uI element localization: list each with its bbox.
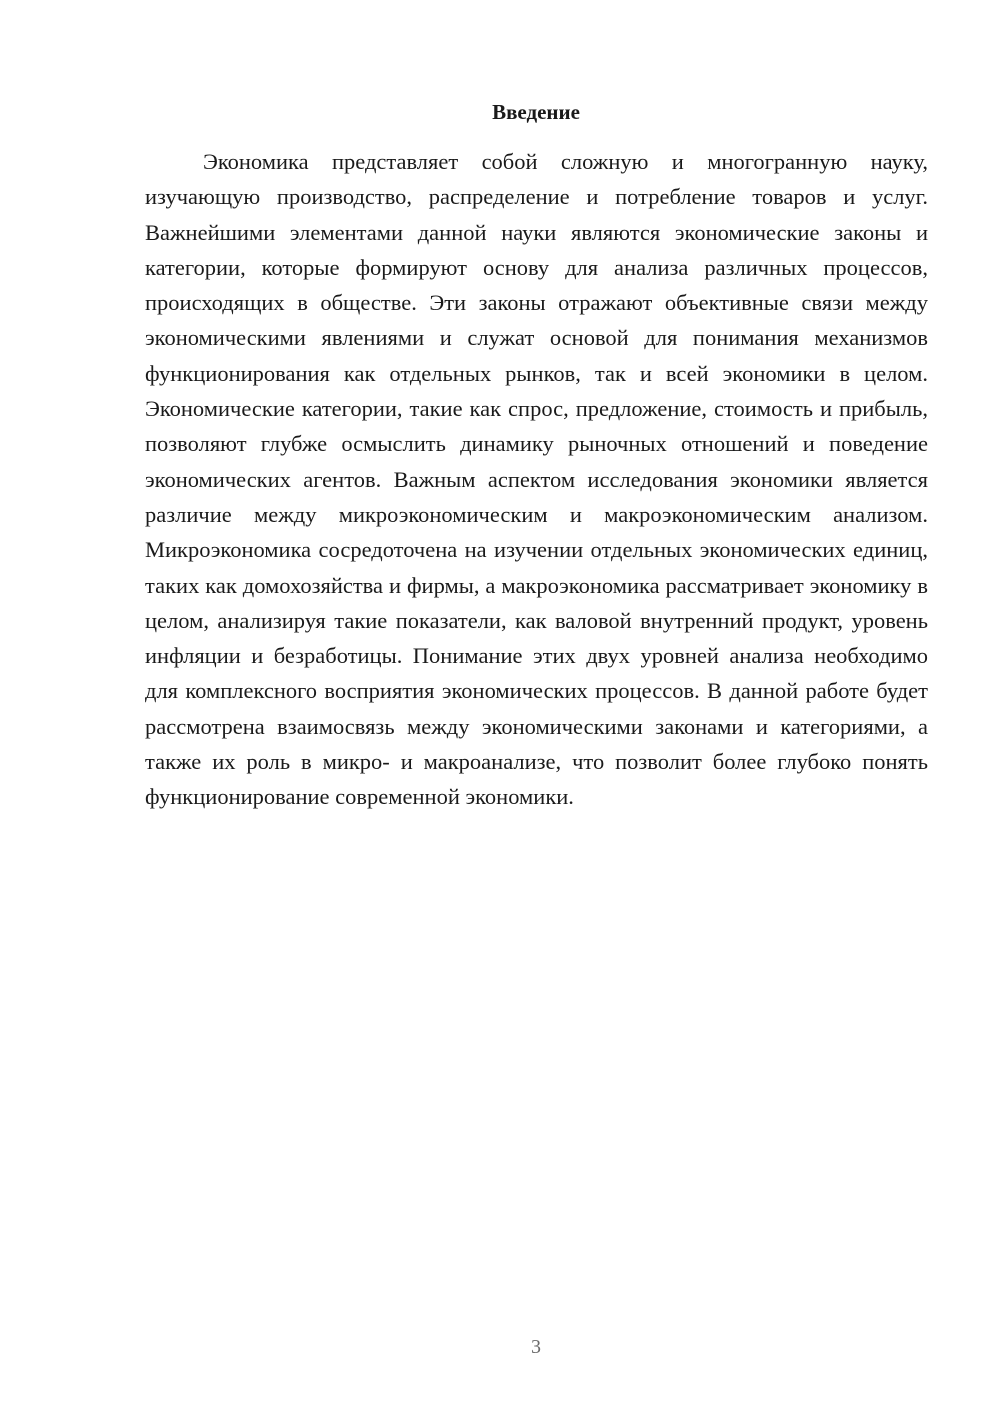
page-number: 3 [531,1336,541,1358]
section-title: Введение [492,100,580,124]
body-paragraph: Экономика представляет собой сложную и многогранную науку, изучающую производство, распределение и потребление товаров и услуг. Важнейшими элементами данной науки являются экономические законы и категории, которые формируют основу для анализа различных процессов, происходящих в обществе. Эти законы отражают объективные связи между экономическими явлениями и служат основой для понимания механизмов функционирования как отдельных рынков, так и всей экономики в целом. Экономические категории, такие как спрос, предложение, стоимость и прибыль, позволяют глубже осмыслить динамику рыночных отношений и поведение экономических агентов. Важным аспектом исследования экономики является различие между микроэкономическим и макроэкономическим анализом. Микроэкономика сосредоточена на изучении отдельных экономических единиц, таких как домохозяйства и фирмы, а макроэкономика рассматривает экономику в целом, анализируя такие показатели, как валовой внутренний продукт, уровень инфляции и безработицы. Понимание этих двух уровней анализа необходимо для комплексного восприятия экономических процессов. В данной работе будет рассмотрена взаимосвязь между экономическими законами и категориями, а также их роль в микро- и макроанализе, что позволит более глубоко понять функционирование современной экономики. [145,149,928,810]
